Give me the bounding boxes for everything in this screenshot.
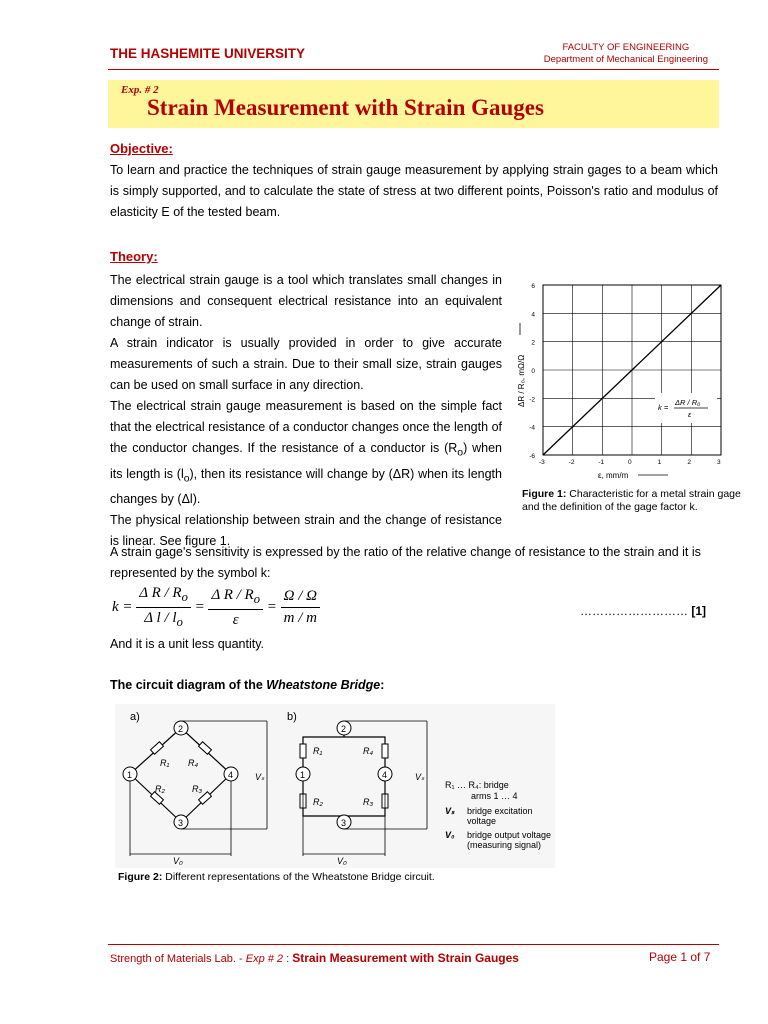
label-r1: R₁ [160, 758, 170, 768]
theory-p3-part-a: The electrical strain gauge measurement is based on the simple fact that the electrical resistance of a conductor changes once the length of the conductor changes. If the resistance of a conductor is (R [110, 399, 502, 455]
theory-paragraph-4: The physical relationship between strain and the change of resistance is linear. See figure 1. [110, 513, 502, 548]
footer-course [110, 951, 519, 965]
faculty-name: FACULTY OF ENGINEERING [562, 42, 690, 53]
formula-equals: = [194, 598, 205, 615]
formula-fraction-3 [281, 588, 320, 627]
formula-fraction-2 [208, 587, 263, 629]
label-r2: R₂ [155, 784, 165, 794]
theory-paragraph-6: And it is a unit less quantity. [110, 637, 265, 651]
circuit-title-prefix: The circuit diagram of the [110, 678, 267, 692]
theory-paragraph-2: A strain indicator is usually provided in order to give accurate measurements of such a strain. Due to their small size, strain gauges can be used on small surface in any direction. [110, 336, 502, 392]
footer-divider [108, 944, 719, 945]
x-tick-labels [539, 459, 721, 466]
legend-vs-symbol: Vₛ [445, 806, 455, 816]
label-r1-b: R₁ [313, 746, 323, 756]
x-tick-label: 2 [687, 459, 691, 466]
page-number: Page 1 of 7 [649, 950, 711, 964]
equation-number [580, 604, 706, 618]
subscript-o: o [183, 473, 190, 484]
legend-vs-2: voltage [467, 816, 497, 826]
legend-arms: R₁ … R₄: bridge [445, 780, 509, 790]
theory-column [110, 270, 502, 552]
footer-colon: : [283, 953, 293, 965]
formula-f1-den: Δ l / l [144, 610, 177, 626]
figure2-caption-label: Figure 2: [118, 871, 163, 883]
k-numerator: ΔR / R₀ [675, 398, 701, 407]
theory-p3-part-b: ) when its length is (l [110, 441, 502, 481]
wheatstone-bridge-figure [115, 704, 555, 868]
node-1-label: 1 [127, 770, 133, 780]
y-tick-labels [529, 283, 535, 460]
formula-k: k = [112, 598, 133, 615]
y-tick-label: 6 [531, 283, 535, 290]
node-4-label: 4 [228, 770, 234, 780]
objective-text: To learn and practice the techniques of strain gauge measurement by applying strain gages to a beam which is simply supported, and to calculate the state of stress at two different points, Poisson's ratio and modulus of elasticity E of the tested beam. [110, 163, 718, 219]
formula-sub: o [181, 590, 188, 604]
strain-characteristic-chart [508, 275, 738, 485]
formula-equals: = [266, 598, 277, 615]
y-tick-label: 0 [531, 368, 535, 375]
formula-fraction-1 [136, 585, 191, 630]
equation-label: [1] [691, 604, 707, 618]
x-axis-label: ε, mm/m [598, 471, 629, 480]
label-r4: R₄ [188, 758, 199, 768]
figure1-caption [522, 488, 742, 513]
formula-f2-den: ε [232, 611, 239, 628]
formula-f2-num: Δ R / R [211, 586, 254, 603]
label-vs-b: Vₛ [415, 772, 425, 782]
figure1-caption-text: Characteristic for a metal strain gage and the definition of the gage factor k. [522, 488, 741, 513]
resistor-r4-b [382, 744, 388, 758]
theory-paragraph-1: The electrical strain gauge is a tool which translates small changes in dimensions and consequent electrical resistance into an equivalent change of strain. [110, 273, 502, 329]
footer-exp: Exp # 2 [245, 953, 284, 965]
label-r3-b: R₃ [363, 797, 374, 807]
y-tick-label: 4 [531, 311, 535, 319]
legend-vo: bridge output voltage [467, 830, 552, 840]
footer-sep: - [235, 953, 246, 965]
node-3-label: 3 [178, 818, 184, 828]
circuit-title-emphasis: Wheatstone Bridge [266, 678, 381, 692]
x-tick-label: -3 [539, 459, 545, 466]
x-tick-label: 0 [628, 459, 632, 466]
k-denominator: ε [688, 410, 692, 419]
equation-dots: ……………………… [580, 604, 688, 618]
y-tick-label: -6 [529, 453, 535, 460]
circuit-title-suffix: : [380, 678, 385, 692]
theory-paragraph-3 [110, 396, 502, 510]
label-r4-b: R₄ [363, 746, 374, 756]
page-title: Strain Measurement with Strain Gauges [147, 95, 544, 120]
x-tick-label: -1 [598, 459, 605, 466]
node-1-b-label: 1 [300, 770, 306, 780]
legend-vo-symbol: V₀ [445, 830, 455, 840]
label-r3: R₃ [192, 784, 203, 794]
label-r2-b: R₂ [313, 797, 323, 807]
panel-a-label: a) [130, 711, 140, 723]
university-name: THE HASHEMITE UNIVERSITY [110, 46, 306, 61]
label-vo-b: V₀ [337, 856, 347, 866]
header-divider [108, 69, 719, 70]
gauge-factor-formula [112, 585, 320, 630]
node-2-label: 2 [178, 724, 184, 734]
faculty-block [544, 42, 708, 66]
legend-vs: bridge excitation [467, 806, 533, 816]
theory-p3-part-c: ), then its resistance will change by (ΔR) when its length changes by (Δl). [110, 466, 502, 506]
node-2-b-label: 2 [341, 724, 347, 734]
legend-vo-2: (measuring signal) [467, 840, 542, 850]
objective-heading: Objective: [110, 141, 173, 156]
node-4-b-label: 4 [382, 770, 388, 780]
formula-f3-num: Ω / Ω [281, 588, 320, 608]
department-name: Department of Mechanical Engineering [543, 54, 708, 65]
y-tick-label: -4 [529, 424, 535, 432]
label-vs-a: Vₛ [255, 772, 265, 782]
circuit-title [110, 678, 384, 692]
resistor-r1-b [300, 744, 306, 758]
figure1-caption-label: Figure 1: [522, 488, 567, 500]
footer-title: Strain Measurement with Strain Gauges [292, 951, 519, 965]
panel-b-label: b) [287, 711, 297, 723]
legend-arms-2: arms 1 … 4 [471, 791, 518, 801]
y-tick-label: -2 [529, 396, 535, 404]
footer-course-name: Strength of Materials Lab. [110, 953, 236, 965]
theory-heading: Theory: [110, 249, 158, 264]
figure2-caption-text: Different representations of the Wheatstone Bridge circuit. [165, 871, 435, 883]
experiment-number: Exp. # 2 [121, 84, 159, 96]
formula-sub: o [253, 591, 260, 606]
label-vo-a: V₀ [173, 856, 183, 866]
node-3-b-label: 3 [341, 818, 347, 828]
formula-f3-den: m / m [283, 610, 317, 626]
theory-paragraph-5: A strain gage's sensitivity is expressed by the ratio of the relative change of resistance to the strain and it is represented by the symbol k: [110, 545, 701, 580]
x-tick-label: 1 [657, 459, 662, 466]
y-axis-label: ΔR / R₀, mΩ/Ω [517, 354, 526, 407]
x-tick-label: -2 [568, 459, 575, 466]
k-label: k = [658, 403, 669, 412]
y-tick-label: 2 [531, 339, 535, 347]
subscript-o: o [457, 447, 464, 459]
x-tick-label: 3 [717, 459, 721, 466]
formula-f1-num: Δ R / R [139, 585, 182, 601]
formula-sub: o [176, 615, 183, 629]
figure2-caption [118, 871, 435, 883]
